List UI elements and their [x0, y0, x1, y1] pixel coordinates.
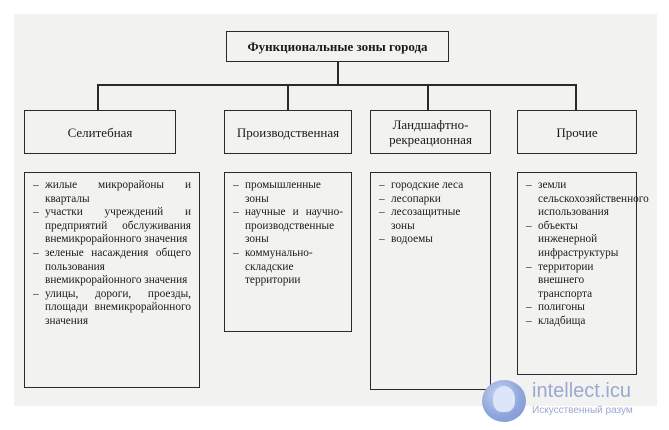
- list-item: – кладбища: [526, 315, 628, 329]
- connector-stem-3: [427, 84, 429, 110]
- list-item: – зеленые насаждения общего пользования внемикрорайонного значения: [33, 247, 191, 288]
- list-item: – территории внешнего транспорта: [526, 261, 628, 302]
- list-item: – водоемы: [379, 233, 482, 247]
- list-item: – научные и научно-производственные зоны: [233, 206, 343, 247]
- watermark-name: intellect.icu: [532, 380, 631, 402]
- zone-list-other: [517, 172, 649, 375]
- zone-list-landscape: [370, 172, 491, 390]
- zone-box-other: Прочие: [517, 110, 637, 154]
- zone-box-residential: Селитебная: [24, 110, 176, 154]
- connector-stem-2: [287, 84, 289, 110]
- list-item: – объекты инженерной инфраструктуры: [526, 220, 628, 261]
- list-item: – жилые микрорайоны и кварталы: [33, 179, 191, 206]
- diagram-title: Функциональные зоны города: [226, 31, 449, 62]
- zone-label-landscape: Ландшафтно-рекреационная: [389, 117, 472, 147]
- list-item: – полигоны: [526, 301, 628, 315]
- list-item: – коммунально-складские территории: [233, 247, 343, 288]
- connector-stem-4: [575, 84, 577, 110]
- list-item: – лесозащитные зоны: [379, 206, 482, 233]
- list-item: – участки учреждений и предприятий обслуживания внемикрорайонного значения: [33, 206, 191, 247]
- zone-box-industrial: Производственная: [224, 110, 352, 154]
- zone-list-residential: [24, 172, 200, 388]
- list-item: – городские леса: [379, 179, 482, 193]
- zone-list-industrial: [224, 172, 352, 332]
- list-item: – лесопарки: [379, 193, 482, 207]
- connector-horizontal-bus: [97, 84, 576, 86]
- bulb-logo-icon: [482, 380, 526, 422]
- watermark: [482, 378, 658, 424]
- list-item: – улицы, дороги, проезды, площади внемикрорайонного значения: [33, 288, 191, 329]
- watermark-tagline: Искусственный разум: [532, 405, 633, 416]
- list-item: – земли сельскохозяйственного использования: [526, 179, 628, 220]
- list-item: – промышленные зоны: [233, 179, 343, 206]
- connector-stem-1: [97, 84, 99, 110]
- connector-title-stem: [337, 62, 339, 85]
- zone-box-landscape: [370, 110, 491, 154]
